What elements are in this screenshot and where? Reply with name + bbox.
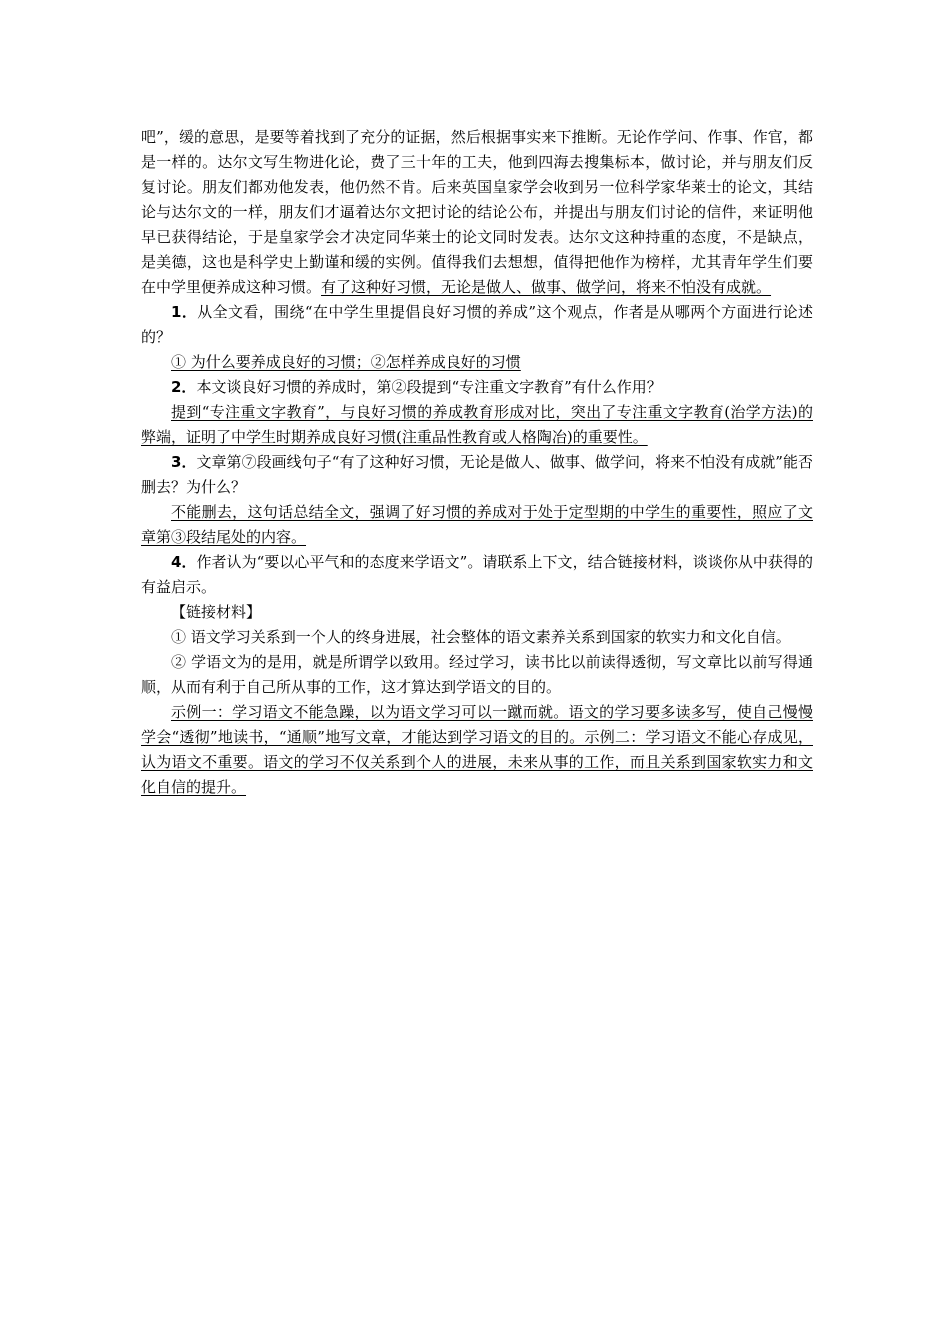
passage-text: 吧”，缓的意思，是要等着找到了充分的证据，然后根据事实来下推断。无论作学问、作事、作官，都是一样的。达尔文写生物进化论，费了三十年的工夫，他到四海去搜集标本，做讨论，并与朋友们反复讨论。朋友们都劝他发表，他仍然不肯。后来英国皇家学会收到另一位科学家华莱士的论文，其结论与达尔文的一样，朋友们才逼着达尔文把讨论的结论公布，并提出与朋友们讨论的信件，来证明他早已获得结论，于是皇家学会才决定同华莱士的论文同时发表。达尔文这种持重的态度，不是缺点，是美德，这也是科学史上勤谨和缓的实例。值得我们去想想，值得把他作为榜样，尤其青年学生们要在中学里便养成这种习惯。	[141, 128, 813, 296]
question-1-number: 1．	[171, 303, 198, 321]
underlined-sentence: 有了这种好习惯，无论是做人、做事、做学问，将来不怕没有成就。	[321, 278, 772, 296]
question-2-text: 本文谈良好习惯的养成时，第②段提到“专注重文字教育”有什么作用？	[196, 378, 662, 396]
question-3-number: 3．	[171, 453, 197, 471]
link-material-heading: 【链接材料】	[171, 603, 262, 621]
answer-1-text: ① 为什么要养成良好的习惯；②怎样养成良好的习惯	[171, 353, 521, 371]
question-4-text: 作者认为“要以心平气和的态度来学语文”。请联系上下文，结合链接材料，谈谈你从中获得的有益启示。	[141, 553, 814, 596]
question-4	[141, 550, 813, 600]
answer-1	[141, 350, 813, 375]
answer-2-text: 提到“专注重文字教育”，与良好习惯的养成教育形成对比，突出了专注重文字教育(治学方法)的弊端，证明了中学生时期养成良好习惯(注重品性教育或人格陶冶)的重要性。	[141, 403, 813, 446]
question-1-text: 从全文看，围绕“在中学生里提倡良好习惯的养成”这个观点，作者是从哪两个方面进行论述的？	[141, 303, 814, 346]
question-2-number: 2．	[171, 378, 197, 396]
answer-4-text: 示例一：学习语文不能急躁，以为语文学习可以一蹴而就。语文的学习要多读多写，使自己慢慢学会“透彻”地读书，“通顺”地写文章，才能达到学习语文的目的。示例二：学习语文不能心存成见，认为语文不重要。语文的学习不仅关系到个人的进展，未来从事的工作，而且关系到国家软实力和文化自信的提升。	[141, 703, 813, 796]
passage-paragraph	[141, 125, 813, 300]
answer-4	[141, 700, 813, 800]
question-1	[141, 300, 813, 350]
question-2	[141, 375, 813, 400]
answer-3-text: 不能删去，这句话总结全文，强调了好习惯的养成对于处于定型期的中学生的重要性，照应了文章第③段结尾处的内容。	[141, 503, 813, 546]
answer-2	[141, 400, 813, 450]
answer-3	[141, 500, 813, 550]
link-material-item-2: ② 学语文为的是用，就是所谓学以致用。经过学习，读书比以前读得透彻，写文章比以前写得通顺，从而有利于自己所从事的工作，这才算达到学语文的目的。	[141, 653, 813, 696]
question-3-text: 文章第⑦段画线句子“有了这种好习惯，无论是做人、做事、做学问，将来不怕没有成就”能否删去？为什么？	[141, 453, 814, 496]
question-3	[141, 450, 813, 500]
document-page	[141, 125, 813, 800]
link-material-item-1: ① 语文学习关系到一个人的终身进展，社会整体的语文素养关系到国家的软实力和文化自信。	[171, 628, 791, 646]
question-4-number: 4．	[171, 553, 197, 571]
